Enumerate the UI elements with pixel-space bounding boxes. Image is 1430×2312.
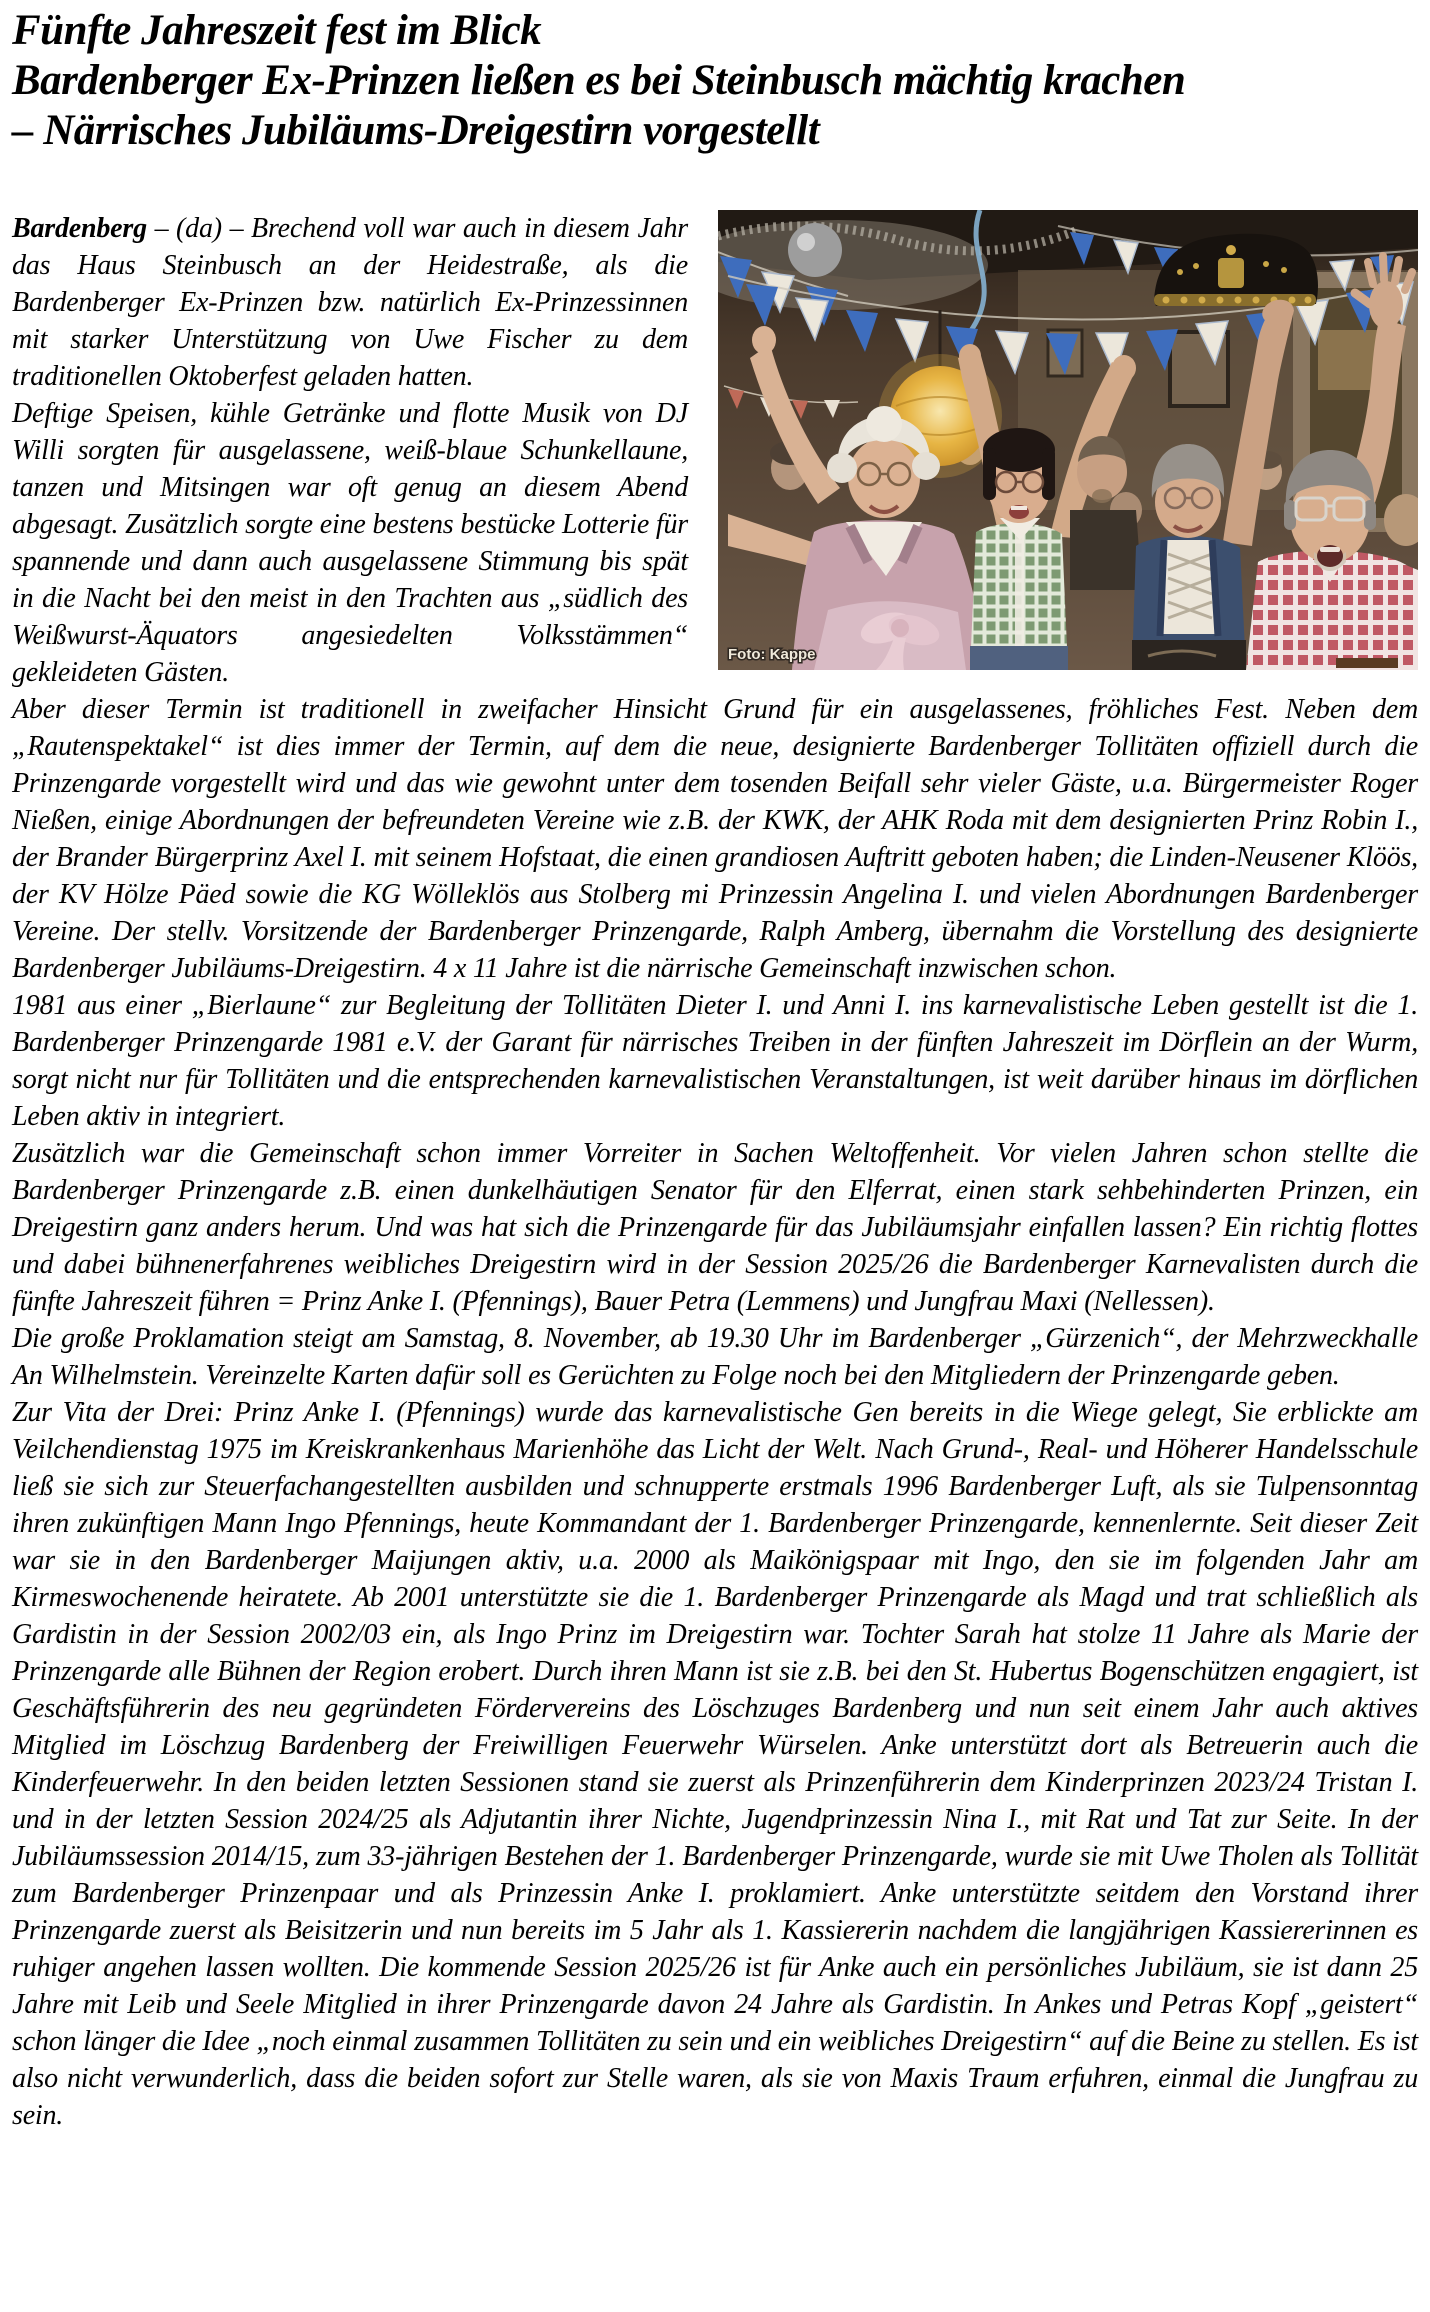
- article-photo-figure: [718, 210, 1418, 670]
- headline-line-3: – Närrisches Jubiläums-Dreigestirn vorgestellt: [12, 107, 820, 154]
- article-paragraph: Die große Proklamation steigt am Samstag, 8. November, ab 19.30 Uhr im Bardenberger „Gürzenich“, der Mehrzweckhalle An Wilhelmstein. Vereinzelte Karten dafür soll es Gerüchten zu Folge noch bei den Mitgliedern der Prinzengarde geben.: [12, 1323, 1418, 1391]
- article-paragraph: Deftige Speisen, kühle Getränke und flotte Musik von DJ Willi sorgten für ausgelassene, weiß-blaue Schunkellaune, tanzen und Mitsingen war oft genug an diesem Abend abgesagt. Zusätzlich sorgte eine bestens bestücke Lotterie für spannende und dann auch ausgelassene Stimmung bis spät in die Nacht bei den meist in den Trachten aus „südlich des Weißwurst-Äquators angesiedelten Volksstämmen“ gekleideten Gästen.: [12, 398, 688, 688]
- dateline: Bardenberg: [12, 213, 147, 244]
- lead-section: [12, 210, 1418, 691]
- lead-paragraph-text: – (da) – Brechend voll war auch in diesem Jahr das Haus Steinbusch an der Heidestraße, als die Bardenberger Ex-Prinzen bzw. natürlich Ex-Prinzessinnen mit starker Unterstützung von Uwe Fischer zu dem traditionellen Oktoberfest geladen hatten.: [12, 213, 688, 392]
- article-paragraph: Zusätzlich war die Gemeinschaft schon immer Vorreiter in Sachen Weltoffenheit. Vor vielen Jahren schon stellte die Bardenberger Prinzengarde z.B. einen dunkelhäutigen Senator für den Elferrat, einen stark sehbehinderten Prinzen, ein Dreigestirn ganz anders herum. Und was hat sich die Prinzengarde für das Jubiläumsjahr einfallen lassen? Ein richtig flottes und dabei bühnenerfahrenes weibliches Dreigestirn wird in der Session 2025/26 die Bardenberger Karnevalisten durch die fünfte Jahreszeit führen = Prinz Anke I. (Pfennings), Bauer Petra (Lemmens) und Jungfrau Maxi (Nellessen).: [12, 1138, 1418, 1317]
- article-paragraph: Zur Vita der Drei: Prinz Anke I. (Pfennings) wurde das karnevalistische Gen bereits in die Wiege gelegt, Sie erblickte am Veilchendienstag 1975 im Kreiskrankenhaus Marienhöhe das Licht der Welt. Nach Grund-, Real- und Höherer Handelsschule ließ sie sich zur Steuerfachangestellten ausbilden und schnupperte erstmals 1996 Bardenberger Luft, als sie Tulpensonntag ihren zukünftigen Mann Ingo Pfennings, heute Kommandant der 1. Bardenberger Prinzengarde, kennenlernte. Seit dieser Zeit war sie in den Bardenberger Maijungen aktiv, u.a. 2000 als Maikönigspaar mit Ingo, den sie im folgenden Jahr am Kirmeswochenende heiratete. Ab 2001 unterstützte sie die 1. Bardenberger Prinzengarde als Magd und trat schließlich als Gardistin in der Session 2002/03 ein, als Ingo Prinz im Dreigestirn war. Tochter Sarah hat stolze 11 Jahre als Marie der Prinzengarde alle Bühnen der Region erobert. Durch ihren Mann ist sie z.B. bei den St. Hubertus Bogenschützen engagiert, ist Geschäftsführerin des neu gegründeten Fördervereins des Löschzuges Bardenberg und nun seit einem Jahr auch aktives Mitglied im Löschzug Bardenberg der Freiwilligen Feuerwehr Würselen. Anke unterstützt dort als Betreuerin auch die Kinderfeuerwehr. In den beiden letzten Sessionen stand sie zuerst als Prinzenführerin dem Kinderprinzen 2023/24 Tristan I. und in der letzten Session 2024/25 als Adjutantin ihrer Nichte, Jugendprinzessin Nina I., mit Rat und Tat zur Seite. In der Jubiläumssession 2014/15, zum 33-jährigen Bestehen der 1. Bardenberger Prinzengarde, wurde sie mit Uwe Tholen als Tollität zum Bardenberger Prinzenpaar und als Prinzessin Anke I. proklamiert. Anke unterstützte seitdem den Vorstand ihrer Prinzengarde zuerst als Beisitzerin und nun bereits im 5 Jahr als 1. Kassiererin nachdem die langjährigen Kassiererinnen es ruhiger angehen lassen wollten. Die kommende Session 2025/26 ist für Anke auch ein persönliches Jubiläum, sie ist dann 25 Jahre mit Leib und Seele Mitglied in ihrer Prinzengarde davon 24 Jahre als Gardistin. In Ankes und Petras Kopf „geistert“ schon länger die Idee „noch einmal zusammen Tollitäten zu sein und ein weibliches Dreigestirn“ auf die Beine zu stellen. Es ist also nicht verwunderlich, dass die beiden sofort zur Stelle waren, als sie von Maxis Traum erfuhren, einmal die Jungfrau zu sein.: [12, 1397, 1418, 2131]
- headline-line-1: Fünfte Jahreszeit fest im Blick: [12, 7, 542, 54]
- article-paragraph: Aber dieser Termin ist traditionell in zweifacher Hinsicht Grund für ein ausgelassenes, fröhliches Fest. Neben dem „Rautenspektakel“ ist dies immer der Termin, auf dem die neue, designierte Bardenberger Tollitäten offiziell durch die Prinzengarde vorgestellt wird und das wie gewohnt unter dem tosenden Beifall sehr vieler Gäste, u.a. Bürgermeister Roger Nießen, einige Abordnungen der befreundeten Vereine wie z.B. der KWK, der AHK Roda mit dem designierten Prinz Robin I., der Brander Bürgerprinz Axel I. mit seinem Hofstaat, die einen grandiosen Auftritt geboten haben; die Linden-Neusener Klöös, der KV Hölze Päed sowie die KG Wölleklös aus Stolberg mi Prinzessin Angelina I. und vielen Abordnungen Bardenberger Vereine. Der stellv. Vorsitzende der Bardenberger Prinzengarde, Ralph Amberg, übernahm die Vorstellung des designierte Bardenberger Jubiläums-Dreigestirn. 4 x 11 Jahre ist die närrische Gemeinschaft inzwischen schon.: [12, 694, 1418, 984]
- oktoberfest-party-photo: [718, 210, 1418, 670]
- photo-caption: Foto: Kappe: [728, 646, 816, 663]
- article-paragraph: 1981 aus einer „Bierlaune“ zur Begleitung der Tollitäten Dieter I. und Anni I. ins karnevalistische Leben gestellt ist die 1. Bardenberger Prinzengarde 1981 e.V. der Garant für närrisches Treiben in der fünften Jahreszeit im Dörflein an der Wurm, sorgt nicht nur für Tollitäten und die entsprechenden karnevalistischen Veranstaltungen, ist weit darüber hinaus im dörflichen Leben aktiv in integriert.: [12, 990, 1418, 1132]
- article-headline: [12, 6, 1418, 156]
- lead-paragraph: [12, 210, 688, 395]
- disco-ball: [788, 223, 842, 277]
- lead-text-column: [12, 210, 688, 691]
- article-body: [12, 691, 1418, 2134]
- headline-line-2: Bardenberger Ex-Prinzen ließen es bei Steinbusch mächtig krachen: [12, 57, 1186, 104]
- woman-green-dirndl: [970, 428, 1068, 670]
